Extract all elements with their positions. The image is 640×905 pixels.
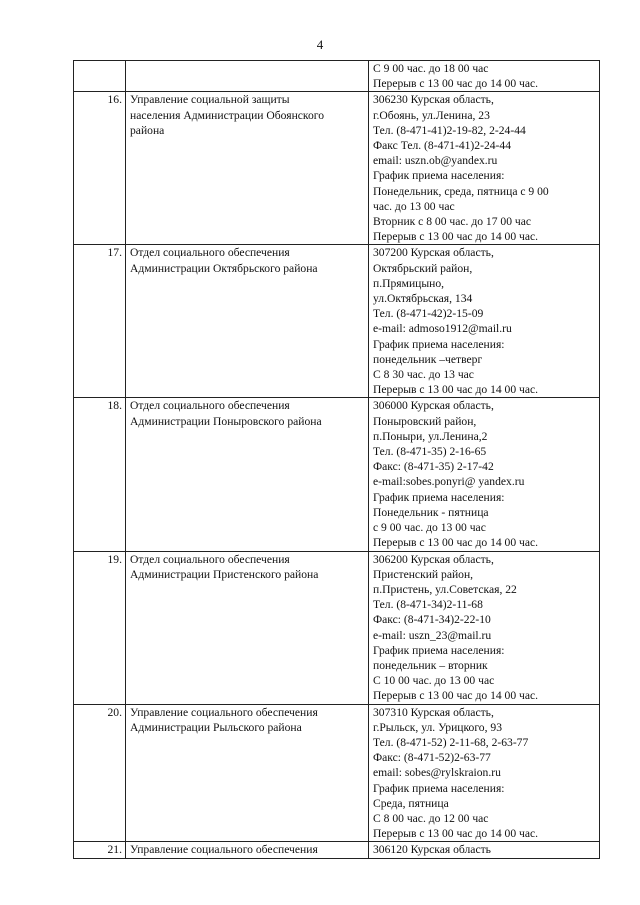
table-row [74, 398, 600, 551]
contact-info-line: Поныровский район, [373, 414, 477, 428]
contact-info-line: 306000 Курская область, [373, 399, 494, 413]
contact-info-line: График приема населения: [373, 781, 505, 795]
contact-info [369, 551, 600, 704]
contact-info [369, 245, 600, 398]
departments-table [73, 60, 600, 859]
contact-info-line: Понедельник - пятница [373, 505, 489, 519]
contact-info-line: час. до 13 00 час [373, 199, 455, 213]
contact-info [369, 842, 600, 858]
department-name-line: района [130, 123, 165, 137]
department-name-line: населения Администрации Обоянского [130, 108, 325, 122]
department-name-line: Администрации Пристенского района [130, 567, 319, 581]
department-name-line: Отдел социального обеспечения [130, 552, 290, 566]
department-name-line: Отдел социального обеспечения [130, 246, 290, 260]
contact-info-line: Перерыв с 13 00 час до 14 00 час. [373, 383, 539, 397]
table-row [74, 61, 600, 92]
department-name [126, 398, 369, 551]
table-row [74, 92, 600, 245]
contact-info-line: Октябрьский район, [373, 261, 473, 275]
contact-info-line: Факс: (8-471-35) 2-17-42 [373, 460, 494, 474]
table-row [74, 551, 600, 704]
contact-info-line: Факс: (8-471-34)2-22-10 [373, 613, 491, 627]
contact-info-line: ул.Октябрьская, 134 [373, 292, 473, 306]
contact-info-line: Понедельник, среда, пятница с 9 00 [373, 184, 549, 198]
contact-info-line: 306120 Курская область [373, 843, 491, 857]
contact-info-line: email: sobes@rylskraion.ru [373, 766, 501, 780]
contact-info-line: 306230 Курская область, [373, 93, 494, 107]
contact-info-line: Тел. (8-471-41)2-19-82, 2-24-44 [373, 123, 526, 137]
table-body [74, 61, 600, 859]
contact-info [369, 398, 600, 551]
contact-info-line: Тел. (8-471-34)2-11-68 [373, 598, 483, 612]
table-row [74, 704, 600, 842]
contact-info-line: График приема населения: [373, 643, 505, 657]
contact-info-line: e-mail:sobes.ponyri@ yandex.ru [373, 475, 525, 489]
department-name [126, 61, 369, 92]
department-name-line: Отдел социального обеспечения [130, 399, 290, 413]
department-name-line: Администрации Поныровского района [130, 414, 322, 428]
contact-info-line: Перерыв с 13 00 час до 14 00 час. [373, 536, 539, 550]
row-number: 20. [74, 704, 126, 842]
contact-info-line: email: uszn.ob@yandex.ru [373, 154, 498, 168]
contact-info-line: Тел. (8-471-35) 2-16-65 [373, 445, 487, 459]
contact-info-line: Перерыв с 13 00 час до 14 00 час. [373, 827, 539, 841]
contact-info-line: понедельник – вторник [373, 658, 488, 672]
contact-info-line: С 8 30 час. до 13 час [373, 368, 474, 382]
contact-info-line: Тел. (8-471-42)2-15-09 [373, 307, 484, 321]
department-name [126, 842, 369, 858]
contact-info [369, 92, 600, 245]
contact-info-line: Факс Тел. (8-471-41)2-24-44 [373, 139, 511, 153]
department-name [126, 245, 369, 398]
contact-info-line: Вторник с 8 00 час. до 17 00 час [373, 215, 532, 229]
contact-info-line: с 9 00 час. до 13 00 час [373, 521, 486, 535]
department-name-line: Управление социальной защиты [130, 93, 290, 107]
row-number: 21. [74, 842, 126, 858]
contact-info-line: График приема населения: [373, 490, 505, 504]
department-name [126, 551, 369, 704]
row-number [74, 61, 126, 92]
contact-info-line: 307310 Курская область, [373, 705, 494, 719]
contact-info-line: Перерыв с 13 00 час до 14 00 час. [373, 77, 539, 91]
row-number: 18. [74, 398, 126, 551]
table-row [74, 245, 600, 398]
department-name [126, 92, 369, 245]
contact-info-line: e-mail: uszn_23@mail.ru [373, 628, 492, 642]
row-number: 16. [74, 92, 126, 245]
contact-info-line: С 8 00 час. до 12 00 час [373, 811, 489, 825]
contact-info-line: Среда, пятница [373, 796, 449, 810]
contact-info-line: г.Рыльск, ул. Урицкого, 93 [373, 720, 502, 734]
contact-info-line: г.Обоянь, ул.Ленина, 23 [373, 108, 490, 122]
contact-info-line: п.Пристень, ул.Советская, 22 [373, 582, 517, 596]
contact-info-line: С 10 00 час. до 13 00 час [373, 674, 495, 688]
contact-info-line: 307200 Курская область, [373, 246, 494, 260]
contact-info-line: п.Прямицыно, [373, 276, 445, 290]
department-name-line: Управление социального обеспечения [130, 705, 318, 719]
contact-info-line: e-mail: admoso1912@mail.ru [373, 322, 512, 336]
department-name-line: Администрации Рыльского района [130, 720, 302, 734]
contact-info-line: График приема населения: [373, 337, 505, 351]
contact-info-line: 306200 Курская область, [373, 552, 494, 566]
contact-info-line: Факс: (8-471-52)2-63-77 [373, 751, 491, 765]
department-name-line: Управление социального обеспечения [130, 843, 318, 857]
contact-info-line: понедельник –четверг [373, 352, 483, 366]
contact-info-line: С 9 00 час. до 18 00 час [373, 62, 489, 75]
department-name [126, 704, 369, 842]
contact-info-line: Перерыв с 13 00 час до 14 00 час. [373, 230, 539, 244]
contact-info-line: График приема населения: [373, 169, 505, 183]
contact-info-line: Тел. (8-471-52) 2-11-68, 2-63-77 [373, 735, 529, 749]
contact-info [369, 61, 600, 92]
contact-info-line: Перерыв с 13 00 час до 14 00 час. [373, 689, 539, 703]
table-row [74, 842, 600, 858]
row-number: 17. [74, 245, 126, 398]
row-number: 19. [74, 551, 126, 704]
department-name-line: Администрации Октябрьского района [130, 261, 318, 275]
page-number: 4 [316, 37, 324, 52]
contact-info-line: Пристенский район, [373, 567, 474, 581]
contact-info [369, 704, 600, 842]
contact-info-line: п.Поныри, ул.Ленина,2 [373, 429, 488, 443]
